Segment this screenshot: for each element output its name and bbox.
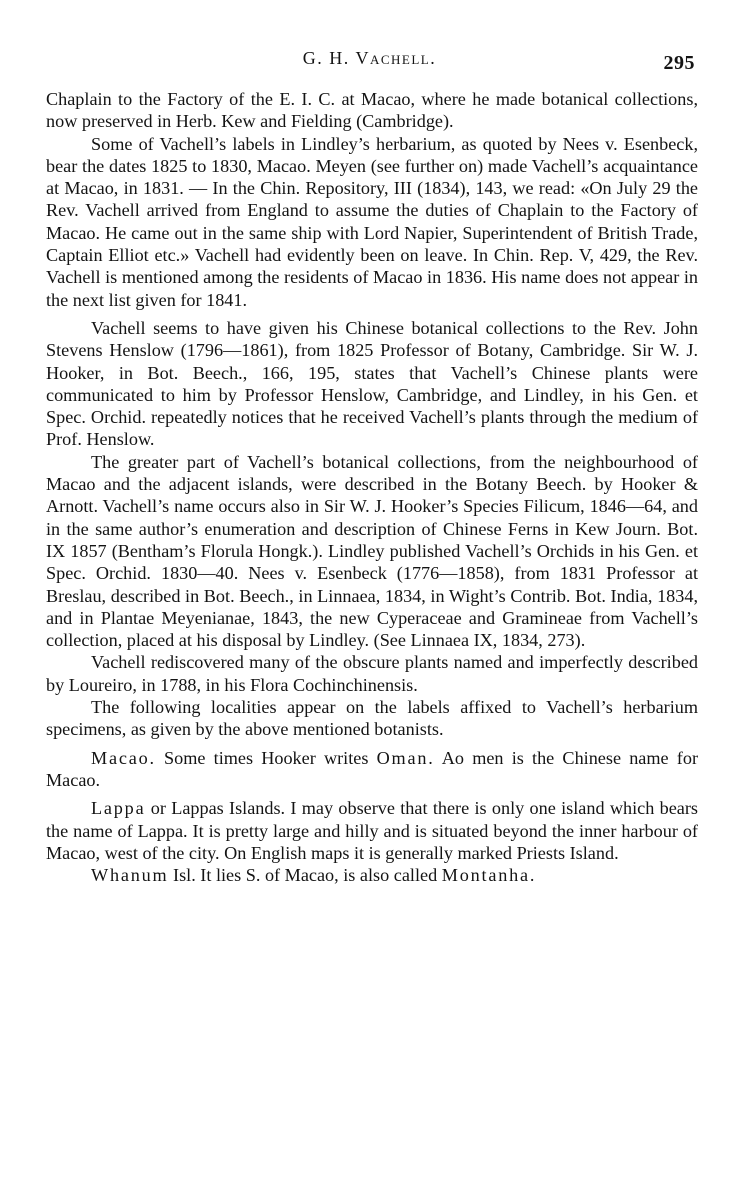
locality-name: Macao. (91, 747, 156, 768)
paragraph: Vachell seems to have given his Chinese botanical collections to the Rev. John Stevens Henslow (1796—1861), from 1825 Professor of Botany, Cambridge. Sir W. J. Hooker, in Bot. Beech., 166, 195, states that Vachell’s Chinese plants were communicated to him by Professor Henslow, Cambridge, and Lindley, in his Gen. et Spec. Orchid. repeatedly notices that he received Vachell’s plants through the medium of Prof. Henslow. (46, 317, 698, 450)
paragraph-continuation: Chaplain to the Factory of the E. I. C. at Macao, where he made botanical collections, now preserved in Herb. Kew and Fielding (Cambridge). (46, 89, 698, 132)
locality-name: Oman. (376, 747, 435, 768)
body-text (46, 88, 698, 886)
paragraph-text: Some times Hooker writes (155, 747, 377, 768)
page-number: 295 (663, 52, 695, 74)
locality-name: Whanum (91, 865, 169, 886)
paragraph-locality (46, 747, 698, 792)
paragraph-locality (46, 797, 698, 864)
running-title: G. H. Vachell. (302, 48, 437, 68)
paragraph: Some of Vachell’s labels in Lindley’s herbarium, as quoted by Nees v. Esenbeck, bear the dates 1825 to 1830, Macao. Meyen (see further on) made Vachell’s acquaintance at Macao, in 1831. — In the Chin. Repository, III (1834), 143, we read: «On July 29 the Rev. Vachell arrived from England to assume the duties of Chaplain to the Factory of Macao. He came out in the same ship with Lord Napier, Superintendent of British Trade, Captain Elliot etc.» Vachell had evidently been on leave. In Chin. Rep. V, 429, the Rev. Vachell is mentioned among the residents of Macao in 1836. His name does not appear in the next list given for 1841. (46, 133, 698, 310)
locality-name: Lappa (91, 798, 146, 819)
paragraph: The greater part of Vachell’s botanical collections, from the neighbourhood of Macao and the adjacent islands, were described in the Botany Beech. by Hooker & Arnott. Vachell’s name occurs also in Sir W. J. Hooker’s Species Filicum, 1846—64, and in the same author’s enumeration and description of Chinese Ferns in Kew Journ. Bot. IX 1857 (Bentham’s Florula Hongk.). Lindley published Vachell’s Orchids in his Gen. et Spec. Orchid. 1830—40. Nees v. Esenbeck (1776—1858), from 1831 Professor at Breslau, described in Bot. Beech., in Linnaea, 1834, in Wight’s Contrib. Bot. India, 1834, and in Plantae Meyenianae, 1843, the new Cyperaceae and Gramineae from Vachell’s collection, placed at his disposal by Lindley. (See Linnaea IX, 1834, 273). (46, 451, 698, 651)
paragraph: The following localities appear on the labels affixed to Vachell’s herbarium specimens, as given by the above mentioned botanists. (46, 697, 698, 740)
paragraph: Vachell rediscovered many of the obscure plants named and imperfectly described by Loureiro, in 1788, in his Flora Cochinchinensis. (46, 652, 698, 695)
paragraph-text: or Lappas Islands. I may observe that there is only one island which bears the name of Lappa. It is pretty large and hilly and is situated beyond the inner harbour of Macao, west of the city. On English maps it is generally marked Priests Island. (46, 798, 698, 863)
running-head (0, 44, 739, 74)
locality-name: Montanha. (441, 865, 537, 886)
paragraph-locality (46, 864, 698, 886)
paragraph-text: Isl. It lies S. of Macao, is also called (168, 865, 442, 886)
paragraph-text: Ao men is the Chinese name for Macao. (46, 747, 698, 790)
